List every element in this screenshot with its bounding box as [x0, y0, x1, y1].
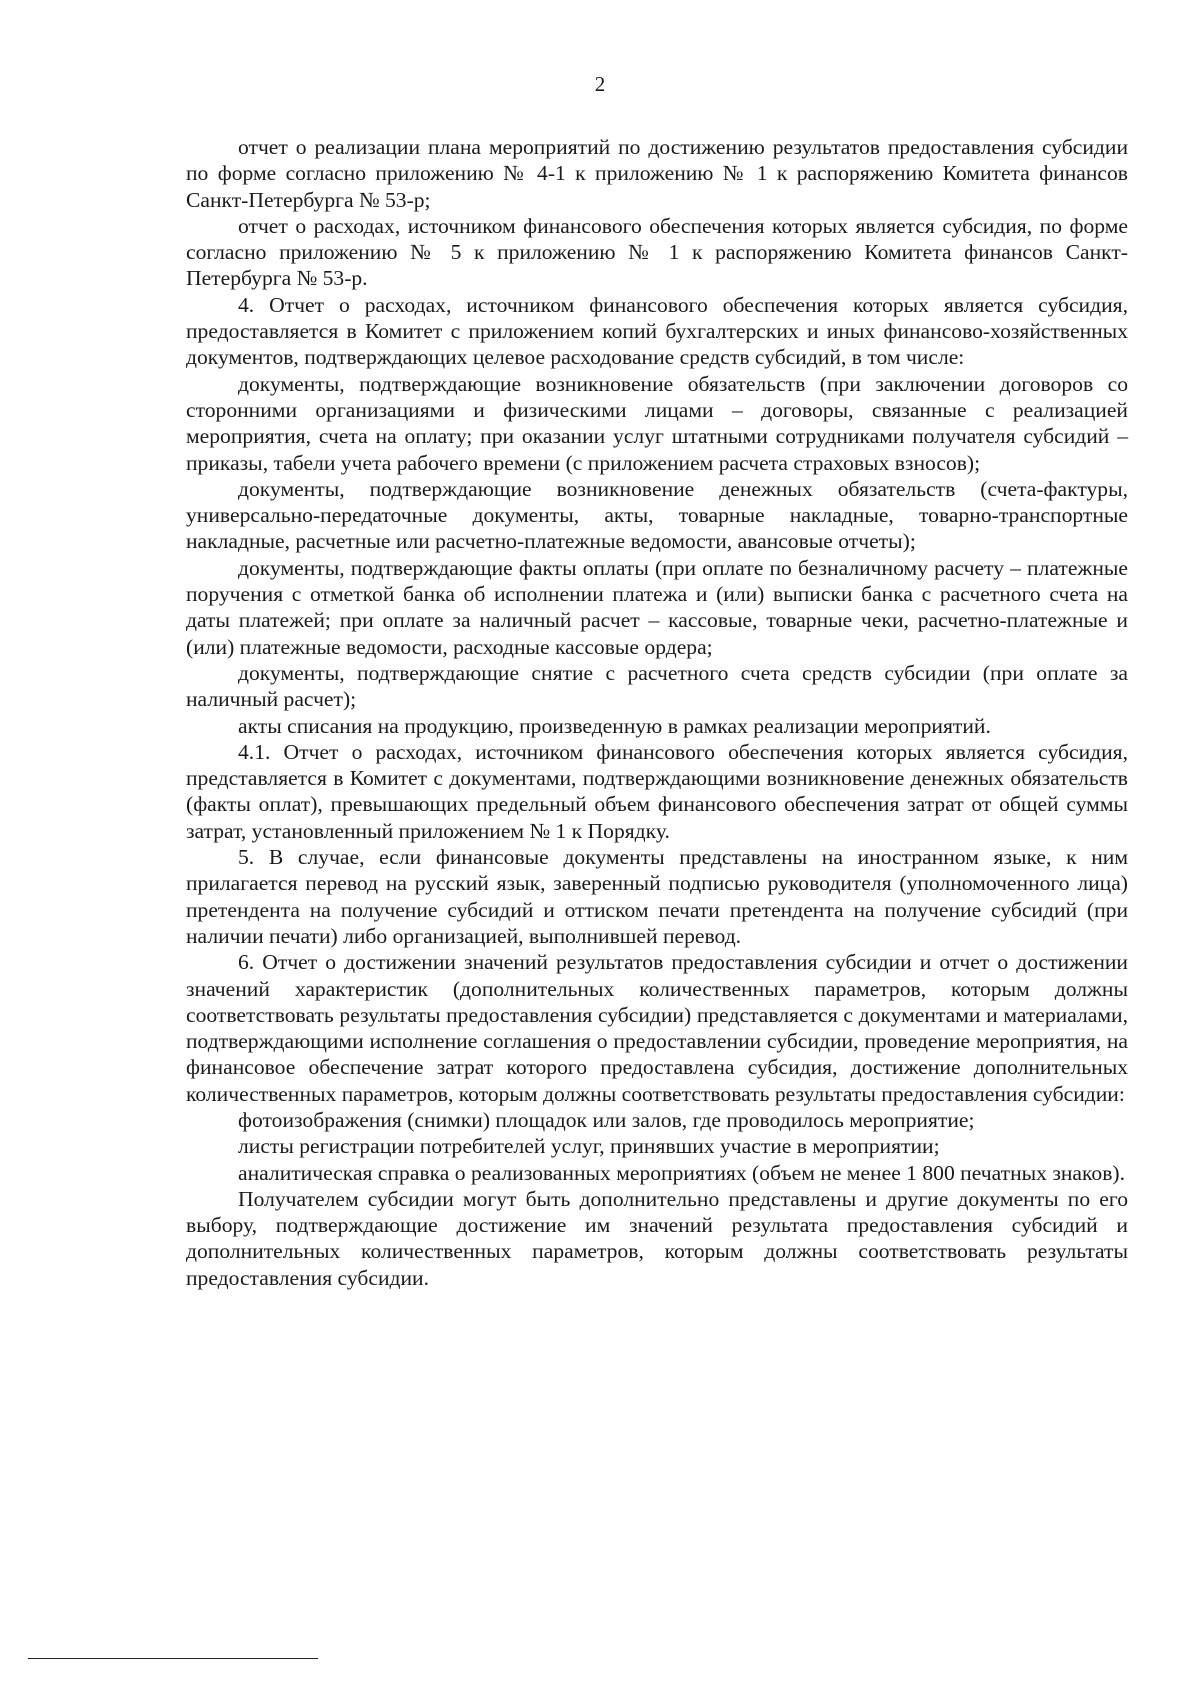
paragraph-report-expenses: отчет о расходах, источником финансового обеспечения которых является субсидия, по форме согласно приложению № 5 к приложению № 1 к распоряжению Комитета финансов Санкт-Петербурга № 53-р.	[186, 213, 1128, 291]
paragraph-clause-6: 6. Отчет о достижении значений результатов предоставления субсидии и отчет о достижении значений характеристик (дополнительных количественных параметров, которым должны соответствовать результаты предоставления субсидии) представляется с документами и материалами, подтверждающими исполнение соглашения о предоставлении субсидии, проведение мероприятия, на финансовое обеспечение затрат которого предоставлена субсидия, достижение дополнительных количественных параметров, которым должны соответствовать результаты предоставления субсидии:	[186, 950, 1128, 1106]
page-number: 2	[594, 72, 606, 96]
footer-divider	[28, 1658, 318, 1659]
paragraph-photos: фотоизображения (снимки) площадок или залов, где проводилось мероприятие;	[238, 1107, 975, 1132]
paragraph-monetary-obligations-docs: документы, подтверждающие возникновение денежных обязательств (счета-фактуры, универсально-передаточные документы, акты, товарные накладные, товарно-транспортные накладные, расчетные или расчетно-платежные ведомости, авансовые отчеты);	[186, 476, 1128, 554]
paragraph-write-off-acts: акты списания на продукцию, произведенную в рамках реализации мероприятий.	[238, 713, 991, 738]
paragraph-registration-sheets: листы регистрации потребителей услуг, принявших участие в мероприятии;	[238, 1134, 940, 1159]
paragraph-clause-4-1: 4.1. Отчет о расходах, источником финансового обеспечения которых является субсидия, представляется в Комитет с документами, подтверждающими возникновение денежных обязательств (факты оплат), превышающих предельный объем финансового обеспечения затрат от общей суммы затрат, установленный приложением № 1 к Порядку.	[186, 739, 1128, 843]
paragraph-report-plan: отчет о реализации плана мероприятий по достижению результатов предоставления субсидии по форме согласно приложению № 4-1 к приложению № 1 к распоряжению Комитета финансов Санкт-Петербурга № 53-р;	[186, 135, 1128, 212]
paragraph-cash-withdrawal-docs: документы, подтверждающие снятие с расчетного счета средств субсидии (при оплате за наличный расчет);	[186, 660, 1128, 712]
paragraph-clause-4: 4. Отчет о расходах, источником финансового обеспечения которых является субсидия, предоставляется в Комитет с приложением копий бухгалтерских и иных финансово-хозяйственных документов, подтверждающих целевое расходование средств субсидий, в том числе:	[186, 292, 1128, 370]
paragraph-additional-documents: Получателем субсидии могут быть дополнительно представлены и другие документы по его выбору, подтверждающие достижение им значений результата предоставления субсидий и дополнительных количественных параметров, которым должны соответствовать результаты предоставления субсидии.	[186, 1186, 1128, 1290]
paragraph-clause-5: 5. В случае, если финансовые документы представлены на иностранном языке, к ним прилагается перевод на русский язык, заверенный подписью руководителя (уполномоченного лица) претендента на получение субсидий и оттиском печати претендента на получение субсидий (при наличии печати) либо организацией, выполнившей перевод.	[186, 845, 1128, 948]
paragraph-analytical-report: аналитическая справка о реализованных мероприятиях (объем не менее 1 800 печатных знаков).	[238, 1160, 1125, 1185]
document-body	[186, 134, 1128, 1291]
paragraph-payment-docs: документы, подтверждающие факты оплаты (при оплате по безналичному расчету – платежные поручения с отметкой банка об исполнении платежа и (или) выписки банка с расчетного счета на даты платежей; при оплате за наличный расчет – кассовые, товарные чеки, расчетно-платежные и (или) платежные ведомости, расходные кассовые ордера;	[186, 555, 1128, 659]
paragraph-obligations-docs: документы, подтверждающие возникновение обязательств (при заключении договоров со сторонними организациями и физическими лицами – договоры, связанные с реализацией мероприятия, счета на оплату; при оказании услуг штатными сотрудниками получателя субсидий – приказы, табели учета рабочего времени (с приложением расчета страховых взносов);	[186, 371, 1128, 475]
